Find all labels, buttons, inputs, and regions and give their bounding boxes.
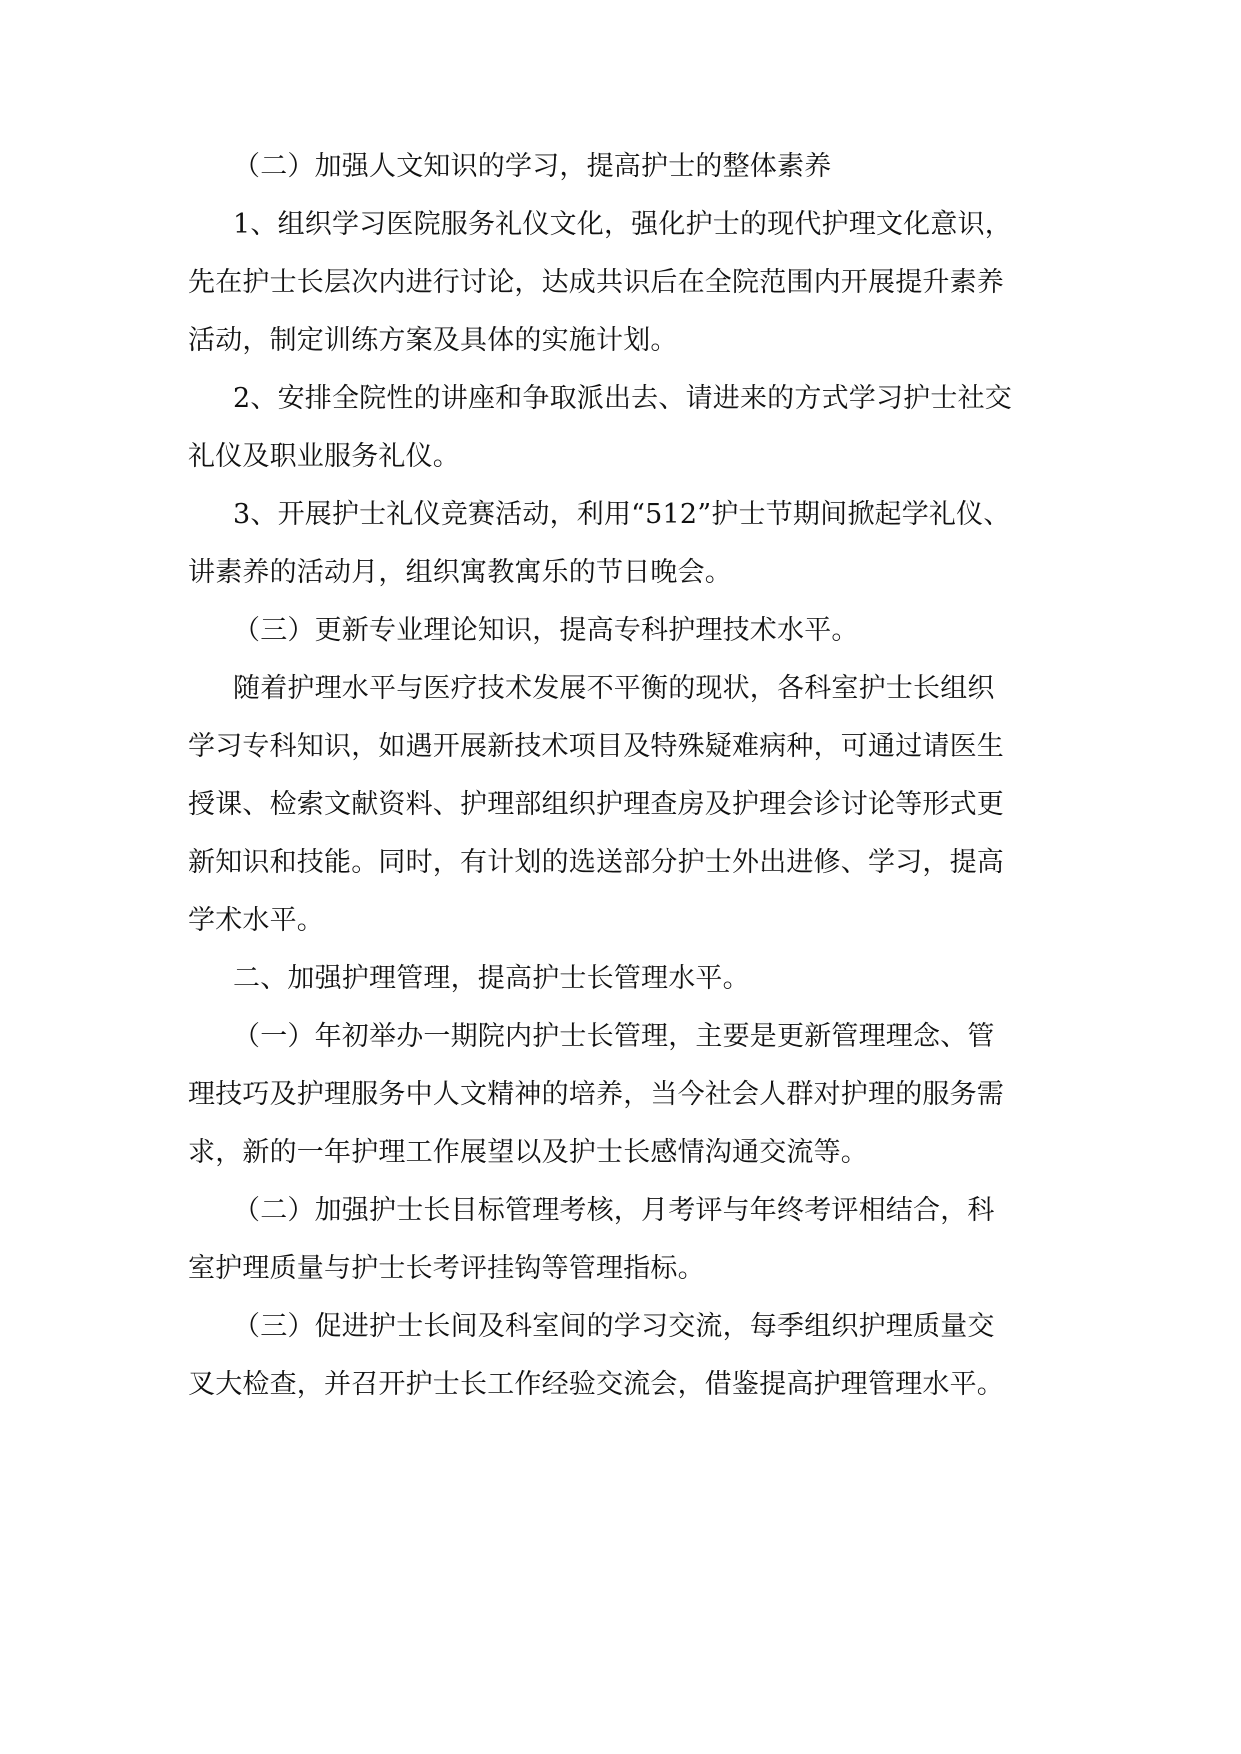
paragraph-line: 新知识和技能。同时，有计划的选送部分护士外出进修、学习，提高 [188,847,1004,878]
paragraph-line: 叉大检查，并召开护士长工作经验交流会，借鉴提高护理管理水平。 [188,1369,1004,1400]
paragraph-line: （一）年初举办一期院内护士长管理，主要是更新管理理念、管 [233,1021,995,1052]
paragraph-line: 3、开展护士礼仪竞赛活动，利用“512”护士节期间掀起学礼仪、 [233,499,1011,530]
paragraph-line: （三）促进护士长间及科室间的学习交流，每季组织护理质量交 [233,1311,995,1342]
paragraph-line: 1、组织学习医院服务礼仪文化，强化护士的现代护理文化意识， [233,209,1012,240]
paragraph-line: 授课、检索文献资料、护理部组织护理查房及护理会诊讨论等形式更 [188,789,1004,820]
paragraph-line: 活动，制定训练方案及具体的实施计划。 [188,325,678,356]
heading-professional-knowledge: （三）更新专业理论知识，提高专科护理技术水平。 [233,615,859,646]
paragraph-line: 礼仪及职业服务礼仪。 [188,441,460,472]
paragraph-line: （二）加强护士长目标管理考核，月考评与年终考评相结合，科 [233,1195,995,1226]
paragraph-line: 理技巧及护理服务中人文精神的培养，当今社会人群对护理的服务需 [188,1079,1004,1110]
paragraph-line: 求，新的一年护理工作展望以及护士长感情沟通交流等。 [188,1137,868,1168]
paragraph-line: 随着护理水平与医疗技术发展不平衡的现状，各科室护士长组织 [233,673,995,704]
paragraph-line: 讲素养的活动月，组织寓教寓乐的节日晚会。 [188,557,732,588]
paragraph-line: 学习专科知识，如遇开展新技术项目及特殊疑难病种，可通过请医生 [188,731,1004,762]
paragraph-line: 学术水平。 [188,905,324,936]
paragraph-line: 室护理质量与护士长考评挂钩等管理指标。 [188,1253,705,1284]
heading-nursing-management: 二、加强护理管理，提高护士长管理水平。 [233,963,750,994]
heading-humanities-study: （二）加强人文知识的学习，提高护士的整体素养 [233,151,832,182]
paragraph-line: 先在护士长层次内进行讨论，达成共识后在全院范围内开展提升素养 [188,267,1004,298]
paragraph-line: 2、安排全院性的讲座和争取派出去、请进来的方式学习护士社交 [233,383,1012,414]
